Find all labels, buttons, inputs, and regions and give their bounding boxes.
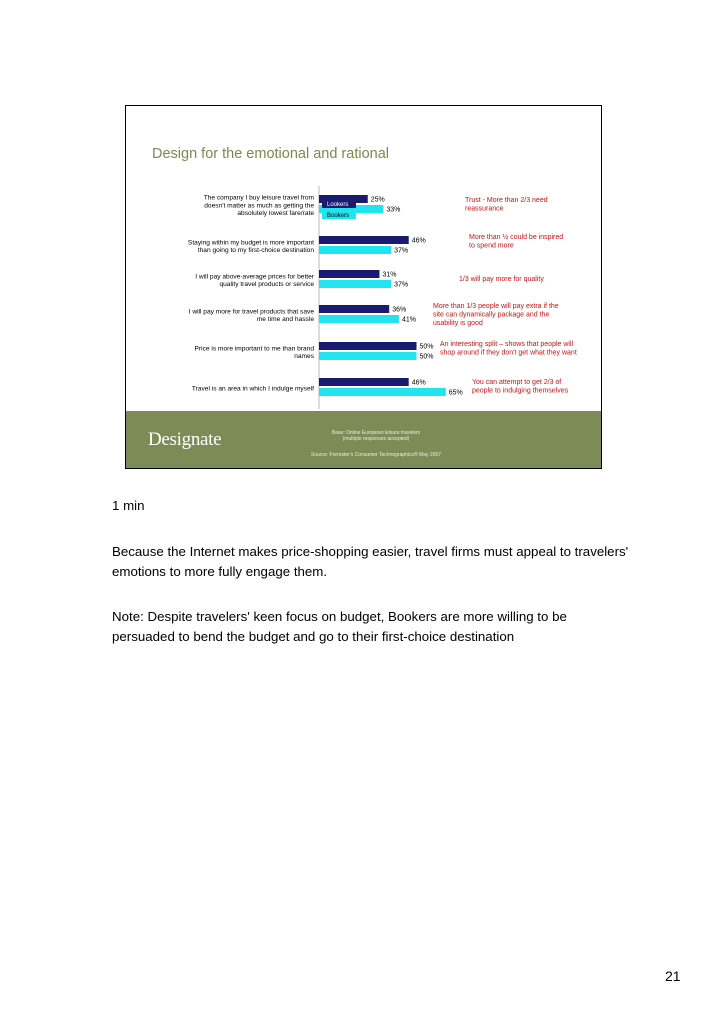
data-label: 37% (394, 247, 409, 255)
bar-bookers (319, 352, 417, 360)
page-number: 21 (665, 968, 681, 984)
bar-lookers (319, 342, 417, 350)
annotation-text: people to indulging themselves (472, 387, 569, 395)
legend-label-lookers: Lookers (327, 202, 349, 208)
bar-bookers (319, 315, 399, 323)
category-label: than going to my first-choice destination (197, 247, 314, 255)
bar-bookers (319, 280, 391, 288)
annotation-text: You can attempt to get 2/3 of (472, 379, 562, 386)
category-label: names (294, 353, 314, 361)
bar-lookers (319, 305, 389, 313)
annotation-text: More than ½ could be inspired (469, 234, 564, 241)
note-paragraph-1: Because the Internet makes price-shopping easier, travel firms must appeal to travelers' emotions to more fully engage them. (112, 544, 629, 579)
bar-bookers (319, 246, 391, 254)
category-label: Travel is an area in which I indulge myself (191, 385, 314, 393)
category-label: doesn't matter as much as getting the (204, 202, 314, 210)
base-line-1: Base: Online European leisure travelers (331, 430, 421, 436)
data-label: 50% (419, 353, 434, 361)
category-label: The company I buy leisure travel from (203, 194, 314, 202)
annotation-text: site can dynamically package and the (433, 311, 550, 319)
source-note: Source: Forrester's Consumer Technographics® May 2007 (310, 452, 442, 458)
slide-footer (126, 411, 601, 468)
data-label: 25% (370, 196, 385, 204)
legend-label-bookers: Bookers (327, 213, 350, 219)
annotation-text: shop around if they don't get what they want (440, 349, 577, 357)
annotation-text: usability is good (433, 320, 483, 327)
bar-chart (126, 106, 601, 411)
data-label: 50% (419, 343, 434, 351)
bar-lookers (319, 378, 409, 386)
data-label: 46% (411, 379, 426, 387)
data-label: 46% (411, 237, 426, 245)
bar-bookers (319, 388, 446, 396)
category-label: me time and hassle (256, 316, 314, 324)
annotation-text: 1/3 will pay more for quality (459, 276, 544, 283)
annotation-text: An interesting split – shows that people will (440, 341, 574, 348)
annotation-text: Trust - More than 2/3 need (465, 197, 548, 204)
slide-title: Design for the emotional and rational (152, 146, 389, 162)
annotation-text: to spend more (469, 242, 514, 250)
base-line-2: (multiple responses accepted) (342, 436, 410, 442)
data-label: 31% (382, 271, 397, 279)
category-label: Price is more important to me than brand (194, 345, 314, 353)
annotation-text: reassurance (465, 205, 504, 213)
designate-logo: Designate (148, 429, 222, 450)
base-note (306, 430, 446, 442)
data-label: 41% (401, 316, 416, 324)
bar-lookers (319, 236, 409, 244)
category-label: absolutely lowest fare/rate (237, 210, 314, 218)
category-label: I will pay more for travel products that save (188, 308, 314, 316)
data-label: 37% (394, 281, 409, 289)
slide (125, 105, 602, 469)
data-label: 33% (386, 206, 401, 214)
category-label: Staying within my budget is more important (187, 239, 314, 247)
category-label: I will pay above-average prices for better (195, 273, 314, 281)
annotation-text: More than 1/3 people will pay extra if the (433, 303, 559, 310)
note-duration: 1 min (112, 498, 145, 513)
bar-lookers (319, 270, 379, 278)
note-paragraph-2: Note: Despite travelers' keen focus on budget, Bookers are more willing to be persuaded to bend the budget and go to their first-choice destination (112, 609, 567, 644)
data-label: 36% (392, 306, 407, 314)
data-label: 65% (448, 389, 463, 397)
category-label: quality travel products or service (219, 281, 314, 289)
